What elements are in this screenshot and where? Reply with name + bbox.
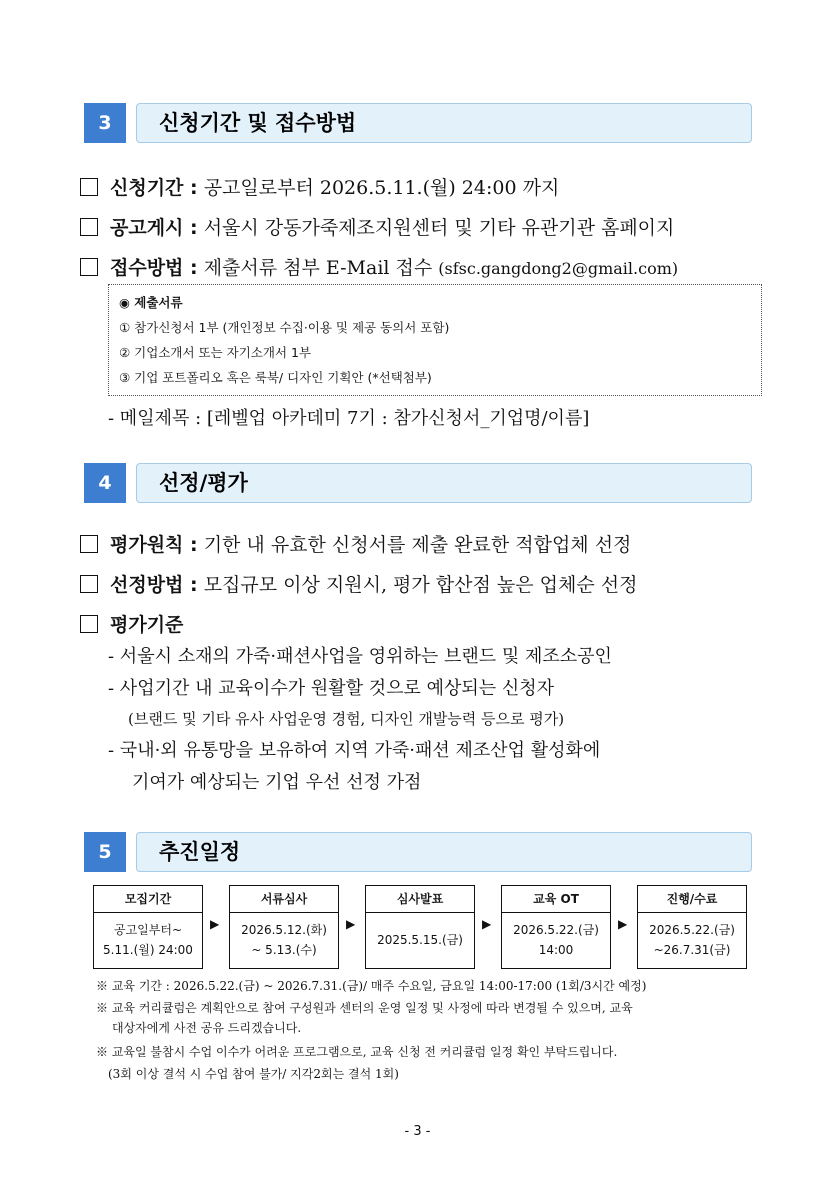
eval-method-label: 선정방법 : [110,574,198,596]
section-header-3 [84,103,752,143]
checkbox-icon [80,535,98,553]
apply-email: (sfsc.gangdong2@gmail.com) [438,259,679,278]
page-number: - 3 - [404,1124,431,1139]
section-title: 신청기간 및 접수방법 [159,111,357,135]
schedule-note: ※ 교육 기간 : 2026.5.22.(금) ~ 2026.7.31.(금)/ 매주 수요일, 금요일 14:00-17:00 (1회/3시간 예정) [96,979,647,993]
arrow-right-icon: ▶ [210,917,220,931]
schedule-step [365,885,475,969]
apply-notice-line [80,213,674,240]
schedule-note-cont: (3회 이상 결석 시 수업 참여 불가/ 지각2회는 결석 1회) [108,1067,399,1081]
section-number: 5 [84,832,126,872]
criteria-item-cont: 기여가 예상되는 기업 우선 선정 가점 [132,772,422,793]
step-body: 2026.5.22.(금) 14:00 [513,923,599,957]
documents-box [108,284,762,396]
apply-period-value: 공고일로부터 2026.5.11.(월) 24:00 까지 [203,177,560,199]
apply-period-label: 신청기간 : [110,177,198,199]
document-item: ③ 기업 포트폴리오 혹은 룩북/ 디자인 기획안 (*선택첨부) [119,370,432,385]
apply-method-label: 접수방법 : [110,257,198,279]
documents-title: ◉ 제출서류 [119,295,183,310]
schedule-step [93,885,203,969]
mail-subject: - 메일제목 : [레벨업 아카데미 7기 : 참가신청서_기업명/이름] [108,408,590,429]
section-header-5 [84,832,752,872]
step-title: 심사발표 [366,886,474,913]
apply-period-line [80,173,559,200]
criteria-item: - 국내·외 유통망을 보유하여 지역 가죽·패션 제조산업 활성화에 [108,740,601,761]
criteria-note: (브랜드 및 기타 유사 사업운영 경험, 디자인 개발능력 등으로 평가) [128,710,565,728]
criteria-item: - 사업기간 내 교육이수가 원활할 것으로 예상되는 신청자 [108,678,555,699]
checkbox-icon [80,575,98,593]
schedule-step [637,885,747,969]
eval-principle-line [80,530,631,557]
eval-method-line [80,570,637,597]
section-title: 선정/평가 [159,471,248,495]
eval-principle-label: 평가원칙 : [110,534,198,556]
step-body: 2025.5.15.(금) [377,933,463,947]
step-body: 공고일부터~ 5.11.(월) 24:00 [103,923,193,957]
eval-criteria-label: 평가기준 [110,614,184,636]
document-item: ① 참가신청서 1부 (개인정보 수집·이용 및 제공 동의서 포함) [119,320,450,335]
apply-method-value: 제출서류 첨부 E-Mail 접수 [203,257,433,279]
section-number: 3 [84,103,126,143]
checkbox-icon [80,258,98,276]
step-body: 2026.5.12.(화) ~ 5.13.(수) [241,923,327,957]
checkbox-icon [80,615,98,633]
apply-notice-value: 서울시 강동가죽제조지원센터 및 기타 유관기관 홈페이지 [203,217,675,239]
step-title: 교육 OT [502,886,610,913]
criteria-item: - 서울시 소재의 가죽·패션사업을 영위하는 브랜드 및 제조소공인 [108,646,612,667]
apply-notice-label: 공고게시 : [110,217,198,239]
apply-method-line [80,253,678,280]
schedule-step [229,885,339,969]
arrow-right-icon: ▶ [482,917,492,931]
step-title: 모집기간 [94,886,202,913]
checkbox-icon [80,178,98,196]
eval-criteria-line [80,610,183,637]
step-title: 진행/수료 [638,886,746,913]
section-header-4 [84,463,752,503]
step-title: 서류심사 [230,886,338,913]
arrow-right-icon: ▶ [346,917,356,931]
section-title-bar [136,463,752,503]
eval-principle-value: 기한 내 유효한 신청서를 제출 완료한 적합업체 선정 [203,534,632,556]
schedule-note: ※ 교육 커리큘럼은 계획안으로 참여 구성원과 센터의 운영 일정 및 사정에 따라 변경될 수 있으며, 교육 [96,1001,633,1015]
section-title: 추진일정 [159,840,241,864]
eval-method-value: 모집규모 이상 지원시, 평가 합산점 높은 업체순 선정 [203,574,638,596]
section-title-bar [136,832,752,872]
schedule-step [501,885,611,969]
schedule-note: ※ 교육일 불참시 수업 이수가 어려운 프로그램으로, 교육 신청 전 커리큘럼 일정 확인 부탁드립니다. [96,1045,618,1059]
arrow-right-icon: ▶ [618,917,628,931]
section-title-bar [136,103,752,143]
schedule-note-cont: 대상자에게 사전 공유 드리겠습니다. [112,1021,302,1035]
step-body: 2026.5.22.(금) ~26.7.31(금) [649,923,735,957]
checkbox-icon [80,218,98,236]
document-item: ② 기업소개서 또는 자기소개서 1부 [119,345,312,360]
section-number: 4 [84,463,126,503]
